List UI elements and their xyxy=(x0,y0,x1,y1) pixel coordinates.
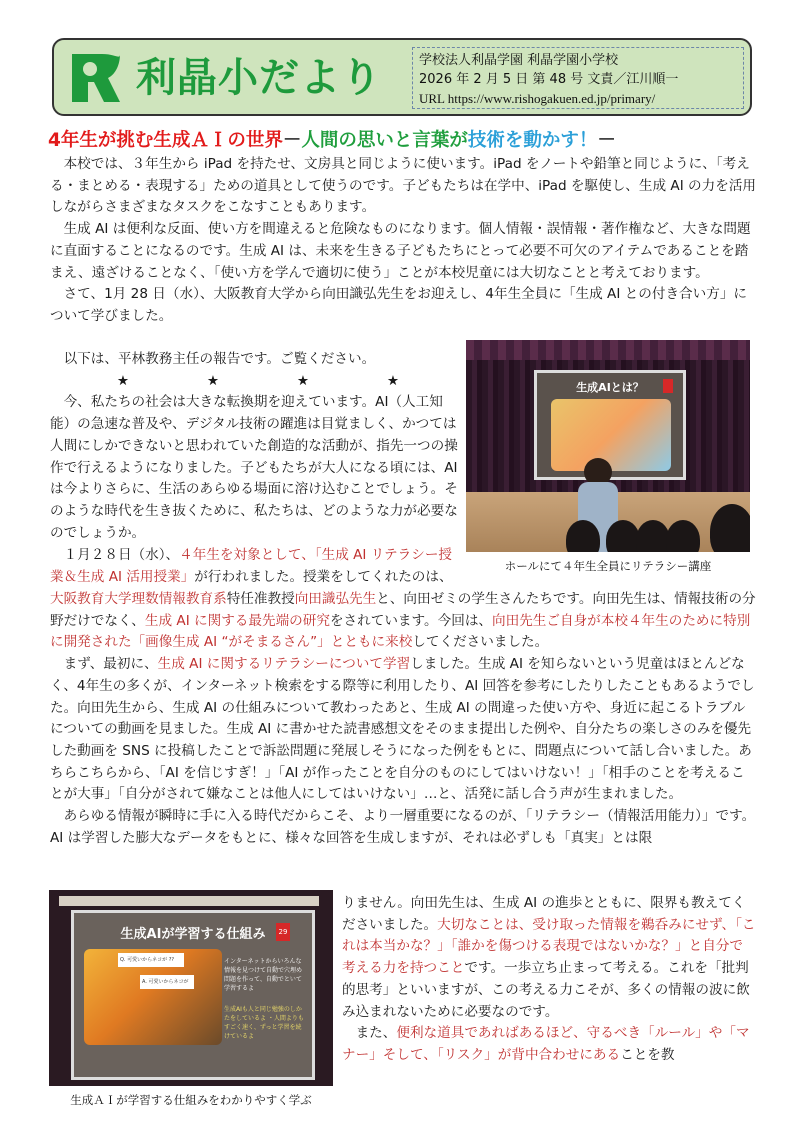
photo-ai-learning-slide xyxy=(49,890,333,1086)
article-body-right xyxy=(342,893,756,1067)
photo2-caption: 生成ＡＩが学習する仕組みをわかりやすく学ぶ xyxy=(70,1093,312,1107)
masthead xyxy=(52,38,752,116)
photo-hall-lecture xyxy=(466,340,750,552)
school-logo-r-icon xyxy=(68,50,122,106)
projector-screen: 生成AIとは？ xyxy=(534,370,686,480)
paragraph-ai-risk: 生成 AI は便利な反面、使い方を間違えると危険なものになります。個人情報・誤情報・著作権など、大きな問題に直面することになるのです。生成 AI は、未来を生きる子どもたちにとって必要不可欠のアイテムであることを踏まえ、遠ざけることなく、「使い方を学んで適切に使う」ことが本校児童には大切なことと考えております。 xyxy=(50,221,751,281)
paragraph-critical-thinking-top: あらゆる情報が瞬時に手に入る時代だからこそ、より一層重要になるのが、「リテラシー（情報活用能力）」です。AI は学習した膨大なデータをもとに、様々な回答を生成しますが、それは必ずしも「真実」とは限 xyxy=(50,808,756,846)
article-body-middle xyxy=(50,589,756,849)
paragraph-lesson: １月２８日（水）、４年生を対象として、「生成 AI リテラシー授業＆生成 AI 活用授業」が行われました。授業をしてくれたのは、 xyxy=(50,547,453,585)
headline-sub-blue: 技術を動かす！ xyxy=(467,130,598,151)
paragraph-literacy-lesson: まず、最初に、生成 AI に関するリテラシーについて学習しました。生成 AI を知らないという児童はほとんどなく、4年生の多くが、インターネット検索をする際等に利用したり、AI 回答を参考にしたりしたこともあるようでした。向田先生から、生成 AI の仕組みについて教わったあと、生成 AI の間違った使い方や、身近に起こるトラブルについての動画を見ました。生成 AI に書かせた読書感想文をそのまま提出した例や、自分たちの楽しさのみを優先した動画を SNS に投稿したことで訴訟問題に発展しそうになった例をもとに、問題点について話し合いました。あちらこちらから、「AI を信じすぎ！」「AI が作ったことを自分のものにしてはいけない！」「相手のことを考えることが大事」「自分がされて嫌なことは他人にしてはいけない」…と、活発に話し合う声が生まれました。 xyxy=(50,656,755,803)
star-icon: ★ xyxy=(386,372,400,389)
star-divider xyxy=(78,371,438,393)
school-url-link[interactable]: URL https://www.rishogakuen.ed.jp/primary/ xyxy=(419,91,656,106)
paragraph-lesson-cont: 大阪教育大学理数情報教育系特任准教授向田識弘先生と、向田ゼミの学生さんたちです。向田先生は、情報技術の分野だけでなく、生成 AI に関する最先端の研究をされています。今回は、向田先生ご自身が本校４年生のために特別に開発された「画像生成 AI “がそまるさん”」とともに来校してくださいました。 xyxy=(50,591,756,651)
headline-sub-green: 人間の思いと言葉が xyxy=(301,130,468,151)
headline-main: 4年生が挑む生成ＡＩの世界 xyxy=(48,130,283,151)
newsletter-title: 利晶小だより xyxy=(136,55,382,101)
issue-date-number: 2026 年 2 月 5 日 第 48 号 文責／江川順一 xyxy=(419,72,679,87)
paragraph-rules-manners: また、便利な道具であればあるほど、守るべき「ルール」や「マナー」そして、「リスク」が背中合わせにあることを教 xyxy=(342,1025,750,1063)
paragraph-report-intro: 以下は、平林教務主任の報告です。ご覧ください。 xyxy=(63,351,376,367)
paragraph-society: 今、私たちの社会は大きな転換期を迎えています。AI（人工知能）の急速な普及や、デジタル技術の躍進は目覚ましく、かつては人間にしかできないと思われていた創造的な活動が、指先一つの操作で行えるようになりました。子どもたちが大人になる頃には、AI は今よりさらに、生活のあらゆる場面に溶け込むことでしょう。そのような時代を生き抜くために、私たちは、どのような力が必要なのでしょうか。 xyxy=(50,394,458,541)
article-body-left xyxy=(50,349,462,544)
star-icon: ★ xyxy=(296,372,310,389)
photo1-caption: ホールにて４年生全員にリテラシー講座 xyxy=(504,559,712,573)
issue-info-box xyxy=(412,47,744,109)
projector-screen: 生成AIが学習する仕組み 29 Q. 可愛いからネコが ?? A. 可愛いからネコが インターネットからいろんな情報を見つけて自動で穴埋め問題を作って、自動でといて学習するよ 生成AIも人と同じ勉強のしかたをしているよ ・人間よりもすごく速く、ずっと学習を続けているよ xyxy=(71,910,315,1080)
school-name: 学校法人利晶学園 利晶学園小学校 xyxy=(419,53,619,68)
paragraph-critical-thinking: りません。向田先生は、生成 AI の進歩とともに、限界も教えてくださいました。大切なことは、受け取った情報を鵜呑みにせず、「これは本当かな？」「誰かを傷つける表現ではないかな？」と自分で考える力を持つことです。一歩立ち止まって考える。これを「批判的思考」といいますが、この考える力こそが、多くの情報の波に飲み込まれないために必要なのです。 xyxy=(342,895,756,1020)
article-headline: 4年生が挑む生成ＡＩの世界－人間の思いと言葉が技術を動かす！－ xyxy=(48,130,616,151)
article-body-top xyxy=(50,154,756,328)
star-icon: ★ xyxy=(206,372,220,389)
article-body-lesson-start xyxy=(50,545,462,588)
paragraph-ipad: 本校では、３年生から iPad を持たせ、文房具と同じように使います。iPad をノートや鉛筆と同じように、「考える・まとめる・表現する」ための道具として使うのです。子どもたちは在学中、iPad を駆使し、生成 AI の力を活用しながらさまざまなタスクをこなすこともあります。 xyxy=(50,156,757,216)
paragraph-visit: さて、1月 28 日（水）、大阪教育大学から向田識弘先生をお迎えし、4年生全員に「生成 AI との付き合い方」について学びました。 xyxy=(50,286,748,324)
star-icon: ★ xyxy=(116,372,130,389)
